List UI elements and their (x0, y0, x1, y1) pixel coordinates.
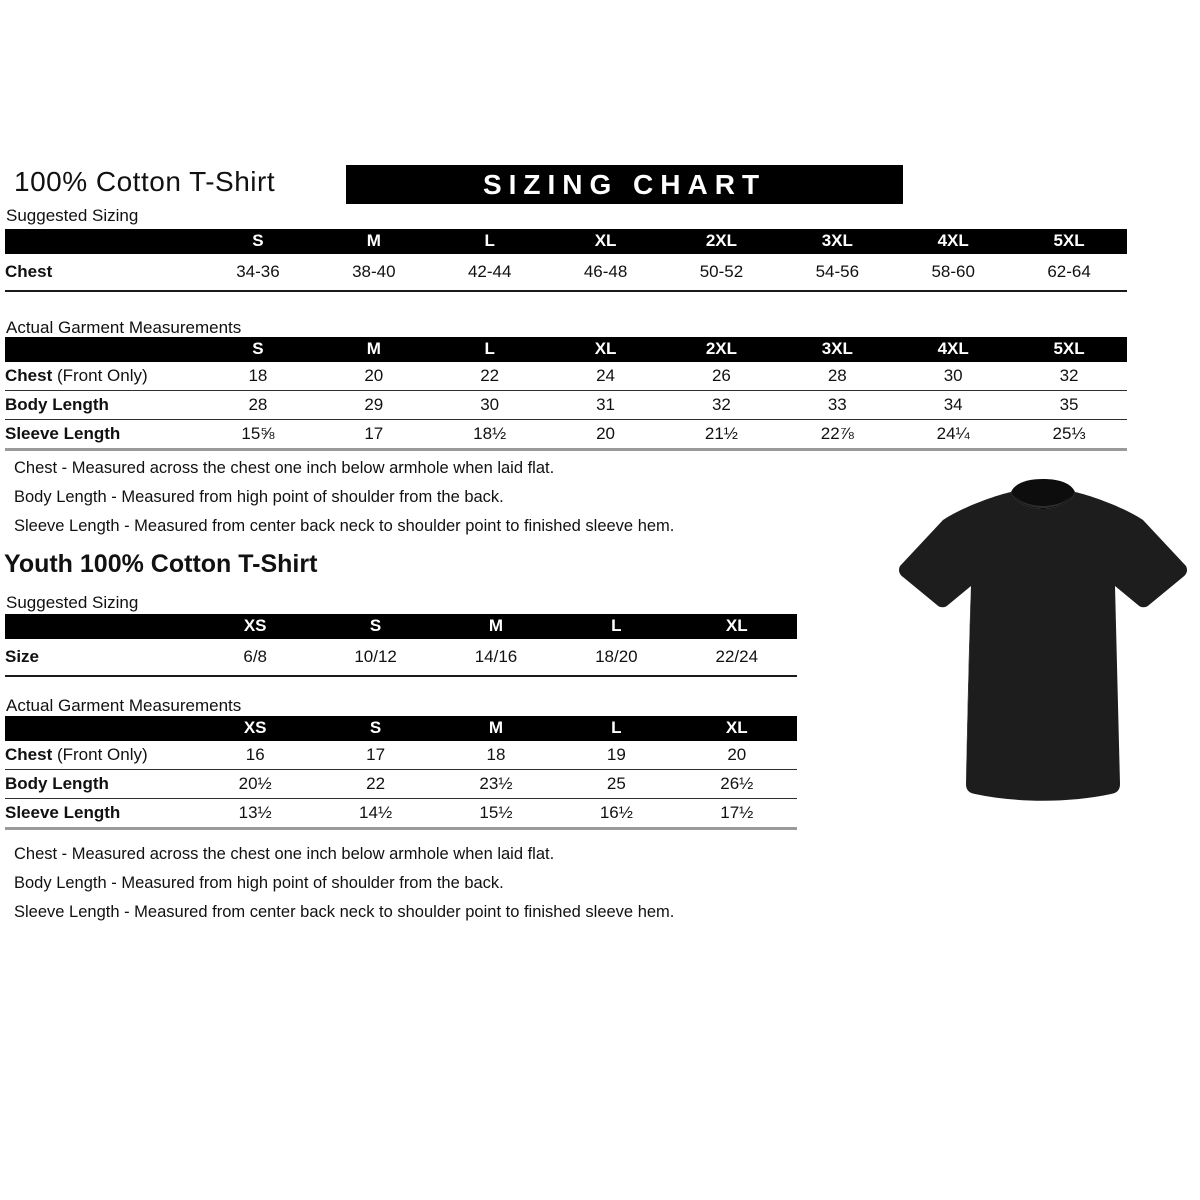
note-chest: Chest - Measured across the chest one inch below armhole when laid flat. (14, 459, 555, 477)
measurement-cell: 54-56 (815, 262, 860, 281)
measurement-cell: 22/24 (715, 647, 759, 666)
measurement-cell: 50-52 (699, 262, 744, 281)
size-column-header: M (436, 614, 556, 639)
table-header-row (5, 229, 1127, 254)
size-column-header: 4XL (895, 337, 1011, 362)
table-row (5, 254, 1127, 291)
measurement-cell: 20 (727, 745, 747, 764)
empty-header-cell (5, 614, 195, 639)
size-column-header: XS (195, 716, 315, 741)
table-row (5, 799, 797, 829)
youth-suggested-sizing-table (5, 614, 797, 677)
row-label: Sleeve Length (5, 803, 121, 822)
measurement-cell: 29 (364, 395, 384, 414)
size-column-header: XL (677, 614, 797, 639)
size-column-header: S (200, 229, 316, 254)
measurement-cell: 14/16 (474, 647, 518, 666)
tshirt-body (899, 492, 1187, 801)
measurement-cell: 31 (596, 395, 616, 414)
size-column-header: XL (548, 337, 664, 362)
size-column-header: 5XL (1011, 337, 1127, 362)
size-column-header: L (556, 716, 676, 741)
measurement-cell: 18½ (473, 424, 507, 443)
size-column-header: 5XL (1011, 229, 1127, 254)
measurement-cell: 24¼ (936, 424, 970, 443)
table-header-row (5, 337, 1127, 362)
adult-actual-measurements-table (5, 337, 1127, 451)
table-row (5, 420, 1127, 450)
youth-actual-measurements-table (5, 716, 797, 830)
table-row (5, 741, 797, 770)
measurement-cell: 18 (248, 366, 268, 385)
measurement-cell: 18 (486, 745, 506, 764)
note-body-length: Body Length - Measured from high point of shoulder from the back. (14, 874, 504, 892)
size-column-header: 3XL (779, 337, 895, 362)
size-column-header: 2XL (664, 337, 780, 362)
measurement-cell: 14½ (359, 803, 393, 822)
note-sleeve-length: Sleeve Length - Measured from center back neck to shoulder point to finished sleeve hem. (14, 903, 675, 921)
size-column-header: S (315, 614, 435, 639)
youth-actual-measurements-label: Actual Garment Measurements (6, 696, 242, 715)
size-column-header: 4XL (895, 229, 1011, 254)
measurement-cell: 35 (1059, 395, 1079, 414)
row-label: Body Length (5, 395, 109, 414)
measurement-cell: 24 (596, 366, 616, 385)
size-column-header: S (315, 716, 435, 741)
measurement-cell: 30 (480, 395, 500, 414)
size-column-header: M (316, 229, 432, 254)
measurement-cell: 22 (480, 366, 500, 385)
size-column-header: 3XL (779, 229, 895, 254)
row-label: Chest (Front Only) (5, 366, 148, 385)
measurement-cell: 28 (248, 395, 268, 414)
measurement-cell: 21½ (704, 424, 738, 443)
youth-measurement-notes (14, 845, 674, 932)
measurement-cell: 23½ (479, 774, 513, 793)
measurement-cell: 10/12 (354, 647, 397, 666)
adult-suggested-sizing-table (5, 229, 1127, 292)
size-column-header: L (556, 614, 676, 639)
page-title: 100% Cotton T-Shirt (14, 166, 276, 197)
measurement-cell: 6/8 (243, 647, 268, 666)
note-chest: Chest - Measured across the chest one inch below armhole when laid flat. (14, 845, 555, 863)
table-header-row (5, 716, 797, 741)
measurement-cell: 32 (711, 395, 731, 414)
measurement-cell: 25 (606, 774, 626, 793)
measurement-cell: 13½ (238, 803, 272, 822)
row-label: Chest (5, 262, 53, 281)
size-column-header: S (200, 337, 316, 362)
measurement-cell: 30 (943, 366, 963, 385)
size-column-header: L (432, 337, 548, 362)
measurement-cell: 22 (366, 774, 386, 793)
youth-suggested-sizing-label: Suggested Sizing (6, 593, 139, 612)
table-header-row (5, 614, 797, 639)
measurement-cell: 17½ (720, 803, 754, 822)
measurement-cell: 26 (711, 366, 731, 385)
measurement-cell: 20½ (238, 774, 272, 793)
measurement-cell: 58-60 (931, 262, 975, 281)
measurement-cell: 17 (366, 745, 386, 764)
measurement-cell: 34 (943, 395, 963, 414)
adult-measurement-notes (14, 459, 674, 546)
measurement-cell: 19 (606, 745, 626, 764)
size-column-header: XS (195, 614, 315, 639)
measurement-cell: 28 (827, 366, 847, 385)
measurement-cell: 34-36 (236, 262, 280, 281)
row-label: Body Length (5, 774, 109, 793)
table-row (5, 770, 797, 799)
empty-header-cell (5, 229, 200, 254)
table-row (5, 362, 1127, 391)
size-column-header: M (436, 716, 556, 741)
measurement-cell: 42-44 (467, 262, 512, 281)
row-label: Chest (Front Only) (5, 745, 148, 764)
measurement-cell: 38-40 (352, 262, 396, 281)
size-column-header: 2XL (664, 229, 780, 254)
size-column-header: XL (548, 229, 664, 254)
table-row (5, 391, 1127, 420)
measurement-cell: 62-64 (1047, 262, 1091, 281)
measurement-cell: 25⅓ (1052, 424, 1086, 443)
measurement-cell: 26½ (720, 774, 754, 793)
measurement-cell: 32 (1059, 366, 1079, 385)
measurement-cell: 22⅞ (820, 424, 854, 443)
measurement-cell: 18/20 (595, 647, 638, 666)
measurement-cell: 16 (245, 745, 265, 764)
measurement-cell: 46-48 (583, 262, 628, 281)
youth-section-title: Youth 100% Cotton T-Shirt (4, 550, 318, 578)
measurement-cell: 33 (827, 395, 847, 414)
row-label: Sleeve Length (5, 424, 121, 443)
measurement-cell: 16½ (599, 803, 633, 822)
adult-actual-measurements-label: Actual Garment Measurements (6, 318, 242, 337)
measurement-cell: 15½ (479, 803, 513, 822)
note-body-length: Body Length - Measured from high point of shoulder from the back. (14, 488, 504, 506)
black-tshirt-graphic (893, 476, 1193, 821)
measurement-cell: 20 (596, 424, 616, 443)
size-column-header: L (432, 229, 548, 254)
tshirt-image (893, 476, 1193, 821)
table-row (5, 639, 797, 676)
row-label: Size (5, 647, 40, 666)
measurement-cell: 20 (364, 366, 384, 385)
adult-suggested-sizing-label: Suggested Sizing (6, 206, 139, 225)
sizing-chart-banner: SIZING CHART (346, 165, 903, 204)
note-sleeve-length: Sleeve Length - Measured from center back neck to shoulder point to finished sleeve hem. (14, 517, 675, 535)
measurement-cell: 15⅝ (241, 424, 275, 443)
size-column-header: XL (677, 716, 797, 741)
measurement-cell: 17 (364, 424, 384, 443)
empty-header-cell (5, 337, 200, 362)
empty-header-cell (5, 716, 195, 741)
size-column-header: M (316, 337, 432, 362)
